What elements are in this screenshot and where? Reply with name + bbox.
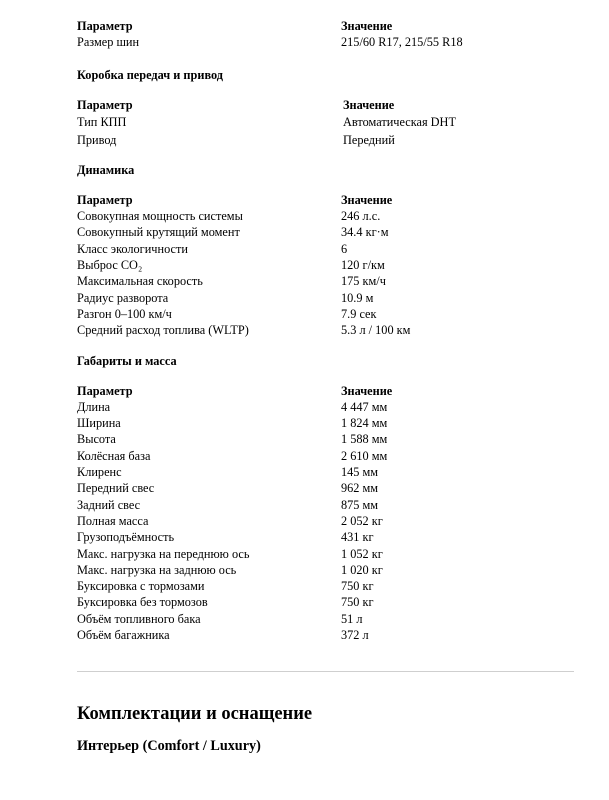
row-value: 120 г/км [341, 258, 385, 273]
row-param: Совокупная мощность системы [77, 209, 243, 224]
row-param: Тип КПП [77, 114, 127, 129]
row-value: 4 447 мм [341, 399, 388, 414]
row-param: Передний свес [77, 481, 155, 496]
row-value: Передний [343, 132, 395, 147]
table-row [77, 113, 576, 131]
row-value: 10.9 м [341, 290, 374, 305]
row-value: 750 кг [341, 595, 374, 610]
row-param: Макс. нагрузка на переднюю ось [77, 546, 250, 561]
row-param: Объём багажника [77, 628, 170, 643]
table-row [77, 480, 574, 496]
row-param: Максимальная скорость [77, 274, 203, 289]
row-param: Грузоподъёмность [77, 530, 175, 545]
row-value: 246 л.с. [341, 209, 381, 224]
section-divider [77, 671, 574, 672]
interior-subheading: Интерьер (Comfort / Luxury) [77, 738, 261, 754]
table-row [77, 497, 574, 513]
table-row [77, 611, 574, 627]
table-row [77, 208, 574, 224]
tires-table [77, 18, 574, 51]
table-row [77, 306, 574, 322]
row-value: 372 л [341, 628, 369, 643]
row-param: Совокупный крутящий момент [77, 225, 240, 240]
row-value: 7.9 сек [341, 306, 377, 321]
row-value: Автоматическая DHT [343, 114, 456, 129]
row-value: 51 л [341, 611, 363, 626]
row-param: Высота [77, 432, 116, 447]
dimensions-table [77, 383, 574, 644]
header-param: Параметр [77, 97, 133, 112]
row-param: Объём топливного бака [77, 611, 201, 626]
header-param: Параметр [77, 19, 133, 33]
table-row [77, 578, 574, 594]
header-value: Значение [343, 97, 395, 112]
table-row [77, 273, 574, 289]
row-param: Средний расход топлива (WLTP) [77, 323, 249, 338]
row-param: Макс. нагрузка на заднюю ось [77, 562, 237, 577]
equipment-heading: Комплектации и оснащение [77, 704, 313, 724]
table-header-row [77, 97, 576, 113]
table-row [77, 34, 574, 50]
row-value: 1 052 кг [341, 546, 383, 561]
table-row [77, 546, 574, 562]
table-row [77, 224, 574, 240]
table-row [77, 594, 574, 610]
table-row [77, 257, 574, 273]
section-title-transmission: Коробка передач и привод [77, 67, 224, 82]
row-value: 6 [341, 241, 348, 256]
table-row [77, 322, 574, 338]
row-value: 1 020 кг [341, 562, 383, 577]
header-value: Значение [341, 383, 393, 398]
row-value: 875 мм [341, 497, 379, 512]
row-param: Разгон 0–100 км/ч [77, 306, 172, 321]
table-row [77, 241, 574, 257]
table-row [77, 529, 574, 545]
row-param: Длина [77, 399, 111, 414]
table-header-row [77, 383, 574, 399]
row-param: Ширина [77, 416, 121, 431]
row-param: Выброс CO₂ [77, 258, 143, 273]
header-param: Параметр [77, 383, 133, 398]
transmission-table [77, 97, 576, 149]
header-value: Значение [341, 192, 393, 207]
table-header-row [77, 18, 574, 34]
row-param: Радиус разворота [77, 290, 169, 305]
table-row [77, 627, 574, 643]
header-value: Значение [341, 19, 393, 33]
row-value: 1 824 мм [341, 416, 388, 431]
table-row [77, 415, 574, 431]
table-row [77, 448, 574, 464]
row-param: Полная масса [77, 513, 149, 528]
header-param: Параметр [77, 192, 133, 207]
row-param: Буксировка с тормозами [77, 579, 205, 594]
table-row [77, 131, 576, 149]
row-value: 2 052 кг [341, 513, 383, 528]
row-value: 431 кг [341, 530, 374, 545]
row-value: 2 610 мм [341, 448, 388, 463]
row-param: Буксировка без тормозов [77, 595, 208, 610]
section-title-dynamics: Динамика [77, 162, 135, 177]
row-value: 5.3 л / 100 км [341, 323, 411, 338]
row-value: 34.4 кг·м [341, 225, 389, 240]
section-title-dimensions: Габариты и масса [77, 353, 177, 368]
row-value: 215/60 R17, 215/55 R18 [341, 35, 463, 50]
table-header-row [77, 192, 574, 208]
row-param: Колёсная база [77, 448, 151, 463]
dynamics-table [77, 192, 574, 339]
row-value: 962 мм [341, 481, 379, 496]
table-row [77, 399, 574, 415]
row-value: 175 км/ч [341, 274, 386, 289]
row-value: 750 кг [341, 579, 374, 594]
row-param: Клиренс [77, 465, 122, 480]
table-row [77, 562, 574, 578]
row-value: 145 мм [341, 465, 379, 480]
row-param: Класс экологичности [77, 241, 188, 256]
spec-document [77, 18, 574, 643]
table-row [77, 431, 574, 447]
row-param: Размер шин [77, 35, 140, 50]
table-row [77, 464, 574, 480]
row-value: 1 588 мм [341, 432, 388, 447]
table-row [77, 290, 574, 306]
table-row [77, 513, 574, 529]
row-param: Задний свес [77, 497, 141, 512]
row-param: Привод [77, 132, 117, 147]
